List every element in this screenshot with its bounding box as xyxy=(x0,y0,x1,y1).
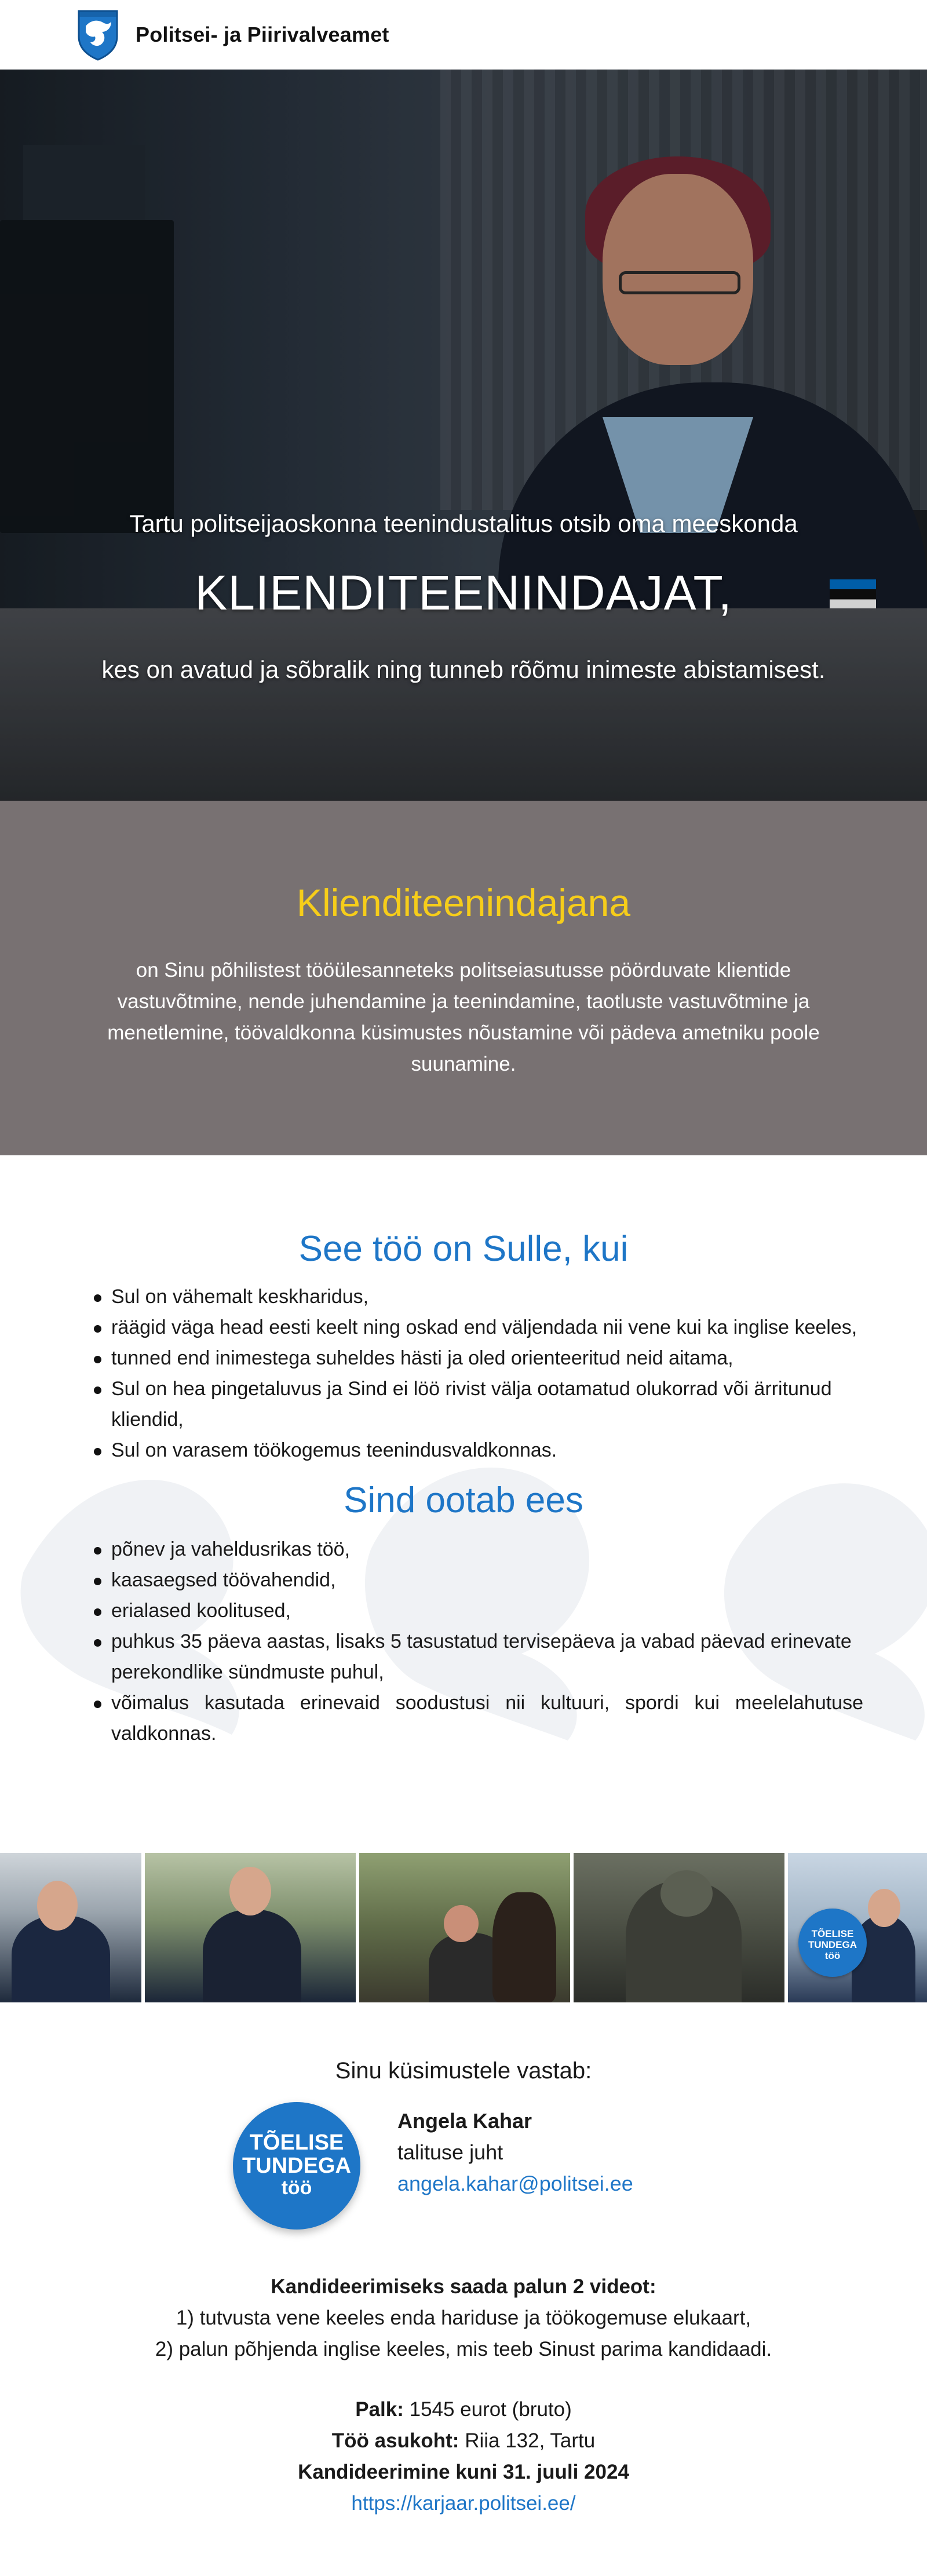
hero-overlay xyxy=(0,70,927,801)
photo-figure-helmet xyxy=(660,1870,713,1917)
list-item: võimalus kasutada erinevaid soodustusi nii kultuuri, spordi kui meelelahutuse valdkonnas. xyxy=(93,1688,863,1749)
location-label: Töö asukoht: xyxy=(331,2429,459,2452)
deadline-text: Kandideerimine kuni 31. juuli 2024 xyxy=(298,2461,629,2483)
application-item-2: 2) palun põhjenda inglise keeles, mis teeb Sinust parima kandidaadi. xyxy=(155,2338,772,2360)
photo-figure-head xyxy=(444,1905,479,1942)
contact-name: Angela Kahar xyxy=(397,2109,532,2133)
application-instructions xyxy=(0,2271,927,2365)
photo-officer-suit xyxy=(0,1853,141,2002)
toelise-tundega-badge-small xyxy=(798,1909,867,1977)
salary-label: Palk: xyxy=(355,2398,404,2421)
badge-line-1: TÕELISE xyxy=(811,1928,854,1939)
hero-intro-text: Tartu politseijaoskonna teenindustalitus otsib oma meeskonda xyxy=(129,510,798,537)
job-description-title: Klienditeenindajana xyxy=(296,881,631,924)
contact-email-link[interactable]: angela.kahar@politsei.ee xyxy=(397,2172,633,2195)
badge-line-2: TUNDEGA xyxy=(242,2154,351,2178)
photo-officer-female xyxy=(788,1853,927,2002)
requirements-title: See töö on Sulle, kui xyxy=(298,1229,629,1269)
list-item: räägid väga head eesti keelt ning oskad end väljendada nii vene kui ka inglise keeles, xyxy=(93,1312,863,1343)
police-crest-icon[interactable] xyxy=(76,9,119,61)
photo-figure-head xyxy=(229,1867,271,1915)
photo-officer-vest xyxy=(145,1853,356,2002)
job-details xyxy=(0,2394,927,2519)
list-item: põnev ja vaheldusrikas töö, xyxy=(93,1534,863,1565)
location-value: Riia 132, Tartu xyxy=(459,2429,596,2452)
hero-job-title: KLIENDITEENINDAJAT, xyxy=(195,565,732,620)
location-row xyxy=(0,2425,927,2457)
site-header xyxy=(0,0,927,70)
contact-info xyxy=(397,2106,633,2199)
list-item: erialased koolitused, xyxy=(93,1596,863,1626)
requirements-section xyxy=(0,1155,927,1845)
toelise-tundega-badge xyxy=(233,2102,360,2230)
job-description-text: on Sinu põhilistest tööülesanneteks politseiasutusse pöörduvate klientide vastuvõtmine, nende juhendamine ja teenindamine, taotluste vastuvõtmine ja menetlemine, töövaldkonna küsimustes nõustamine või pädeva ametniku poole suunamine. xyxy=(107,959,820,1075)
requirements-list xyxy=(93,1282,863,1466)
badge-line-3: töö xyxy=(281,2177,312,2199)
photo-dog xyxy=(492,1892,556,2002)
application-item-1: 1) tutvusta vene keeles enda hariduse ja töökogemuse elukaart, xyxy=(176,2307,751,2329)
salary-row xyxy=(0,2394,927,2425)
list-item: Sul on varasem töökogemus teenindusvaldkonnas. xyxy=(93,1435,863,1466)
salary-value: 1545 eurot (bruto) xyxy=(403,2398,572,2421)
list-item: Sul on vähemalt keskharidus, xyxy=(93,1282,863,1312)
list-item: tunned end inimestega suheldes hästi ja oled orienteeritud neid aitama, xyxy=(93,1343,863,1374)
offers-title: Sind ootab ees xyxy=(344,1480,583,1520)
contact-title: Sinu küsimustele vastab: xyxy=(335,2058,592,2084)
list-item: puhkus 35 päeva aastas, lisaks 5 tasustatud tervisepäeva ja vabad päevad erinevate perekondlike sündmuste puhul, xyxy=(93,1626,863,1688)
offers-list xyxy=(93,1534,863,1749)
brand-name[interactable]: Politsei- ja Piirivalveamet xyxy=(136,23,389,46)
photo-figure-head xyxy=(868,1889,900,1927)
list-item: kaasaegsed töövahendid, xyxy=(93,1565,863,1596)
photo-officer-dog xyxy=(359,1853,570,2002)
hero-banner xyxy=(0,70,927,801)
photo-special-forces xyxy=(574,1853,784,2002)
badge-line-1: TÕELISE xyxy=(249,2130,344,2155)
photo-strip xyxy=(0,1853,927,2002)
badge-line-3: töö xyxy=(824,1950,841,1961)
career-site-link[interactable]: https://karjaar.politsei.ee/ xyxy=(351,2492,576,2515)
badge-line-2: TUNDEGA xyxy=(808,1939,857,1950)
application-heading: Kandideerimiseks saada palun 2 videot: xyxy=(271,2275,656,2298)
job-description-section xyxy=(0,801,927,1155)
hero-tagline: kes on avatud ja sõbralik ning tunneb rõõmu inimeste abistamisest. xyxy=(101,656,826,683)
photo-figure-head xyxy=(37,1881,78,1931)
photo-figure xyxy=(203,1910,301,2002)
list-item: Sul on hea pingetaluvus ja Sind ei löö rivist välja ootamatud olukorrad või ärritunud kliendid, xyxy=(93,1374,863,1435)
contact-role: talituse juht xyxy=(397,2140,503,2164)
